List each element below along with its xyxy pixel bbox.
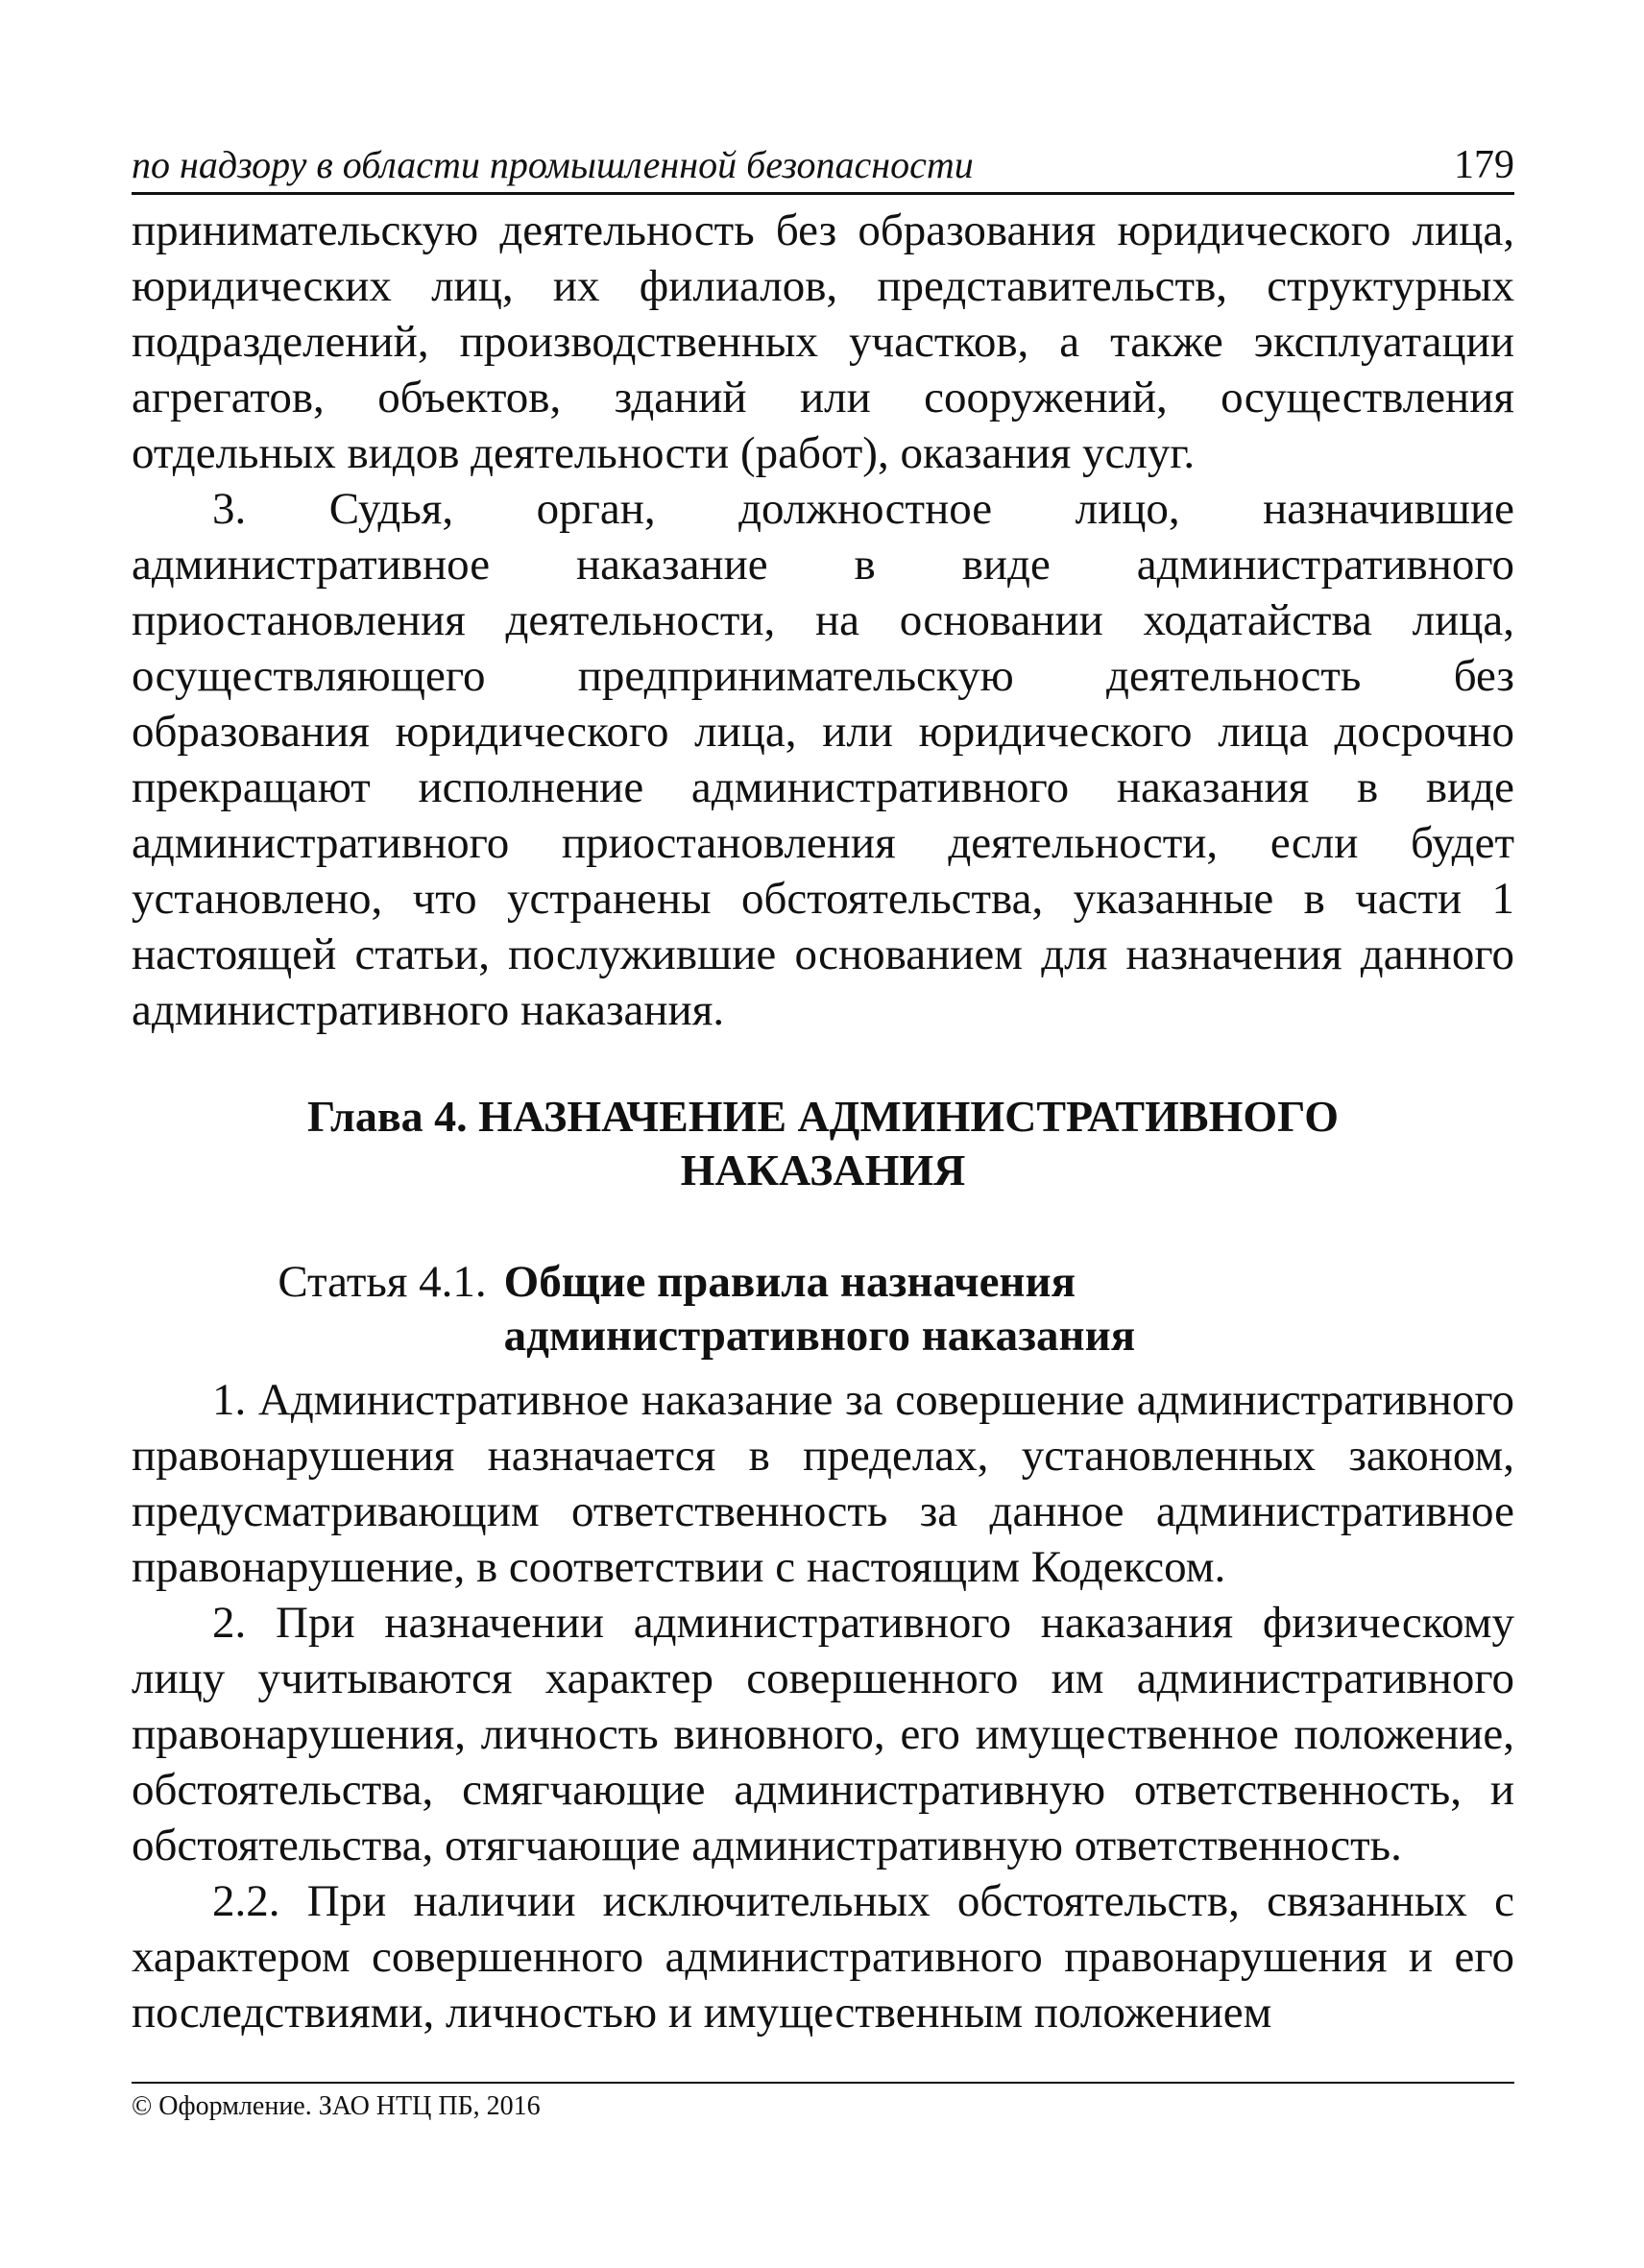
paragraph-item-2-2: 2.2. При наличии исключительных обстоятельств, связанных с характером совершенного административного правонарушения и его последствиями, личностью и имущественным положением: [132, 1876, 1514, 2038]
paragraph-item-3: 3. Судья, орган, должностное лицо, назначившие административное наказание в виде административного приостановления деятельности, на основании ходатайства лица, осуществляющего предпринимательскую деятельность без образования юридического лица, или юридического лица досрочно прекращают исполнение административного наказания в виде административного приостановления деятельности, если будет установлено, что устранены обстоятельства, указанные в части 1 настоящей статьи, послужившие основанием для назначения данного административного наказания.: [132, 484, 1514, 1035]
article-number: Статья 4.1.: [278, 1257, 487, 1307]
paragraph-item-1: 1. Административное наказание за совершение административного правонарушения назначается в пределах, установленных законом, предусматривающим ответственность за данное административное правонарушение, в соответствии с настоящим Кодексом.: [132, 1375, 1514, 1592]
running-title: по надзору в области промышленной безопасности: [132, 143, 974, 186]
paragraph-item-2: 2. При назначении административного наказания физическому лицу учитываются характер совершенного им административного правонарушения, личность виновного, его имущественное положение, обстоятельства, смягчающие административную ответственность, и обстоятельства, отягчающие административную ответственность.: [132, 1598, 1514, 1870]
paragraph-continuation: принимательскую деятельность без образования юридического лица, юридических лиц, их филиалов, представительств, структурных подразделений, производственных участков, а также эксплуатации агрегатов, объектов, зданий или сооружений, осуществления отдельных видов деятельности (работ), оказания услуг.: [132, 205, 1514, 478]
running-header: [132, 142, 1514, 195]
chapter-heading-line-2: НАКАЗАНИЯ: [680, 1146, 966, 1194]
chapter-heading: [132, 1090, 1514, 1197]
chapter-heading-line-1: Глава 4. НАЗНАЧЕНИЕ АДМИНИСТРАТИВНОГО: [306, 1092, 1340, 1141]
copyright-notice: © Оформление. ЗАО НТЦ ПБ, 2016: [132, 2091, 541, 2121]
article-title: Общие правила назначения административного наказания: [503, 1257, 1136, 1361]
page-number: 179: [1454, 143, 1514, 187]
page-content: [132, 142, 1514, 2040]
footer: [132, 2082, 1514, 2124]
article-heading: [132, 1255, 1514, 1363]
